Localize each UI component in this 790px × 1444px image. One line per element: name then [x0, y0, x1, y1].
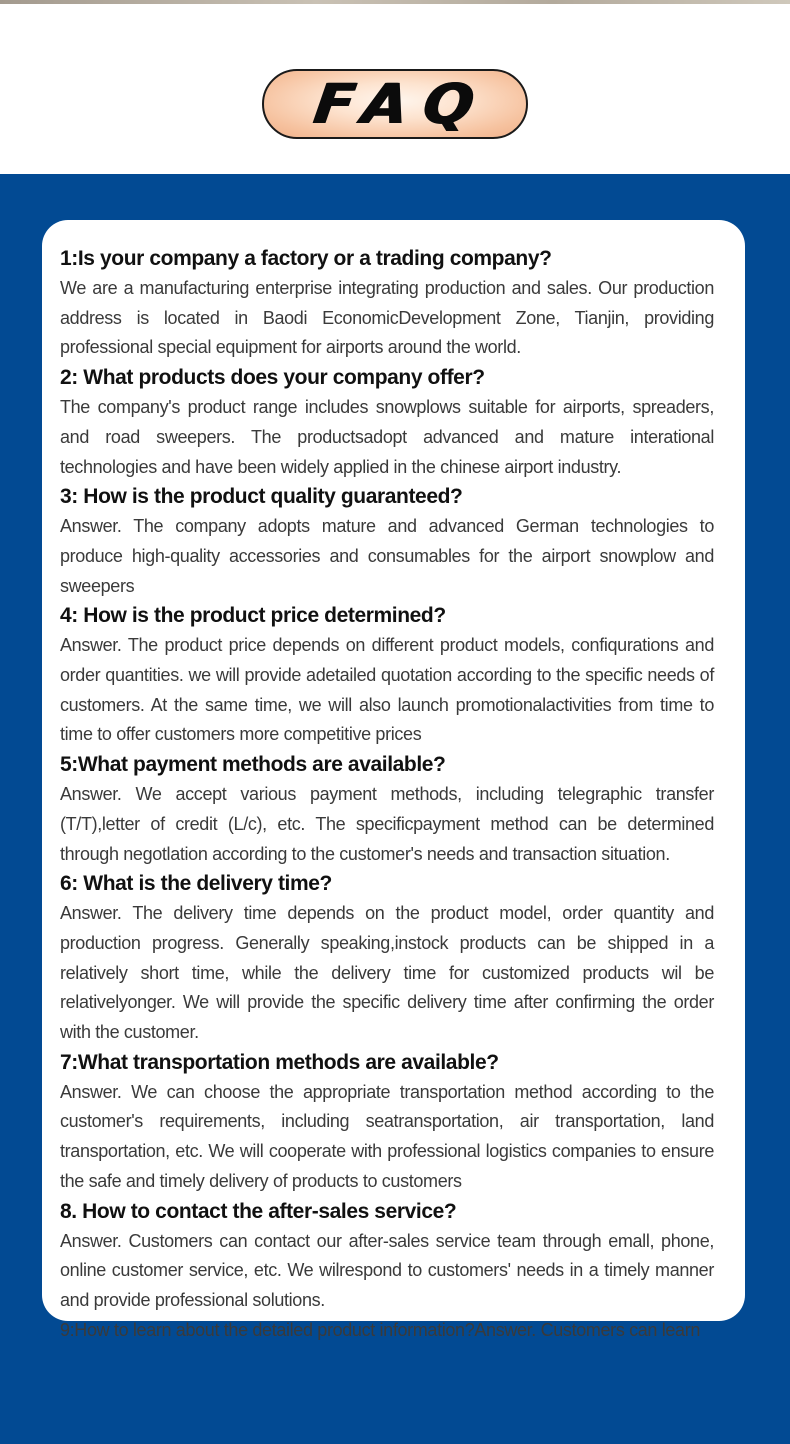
- faq-item: [60, 244, 714, 363]
- faq-answer: Answer. We can choose the appropriate transportation method according to the customer's requirements, including seatransportation, air transportation, land transportation, etc. We will cooperate with professional logistics companies to ensure the safe and timely delivery of products to customers: [60, 1081, 714, 1191]
- faq-answer: We are a manufacturing enterprise integrating production and sales. Our production address is located in Baodi EconomicDevelopment Zone, Tianjin, providing professional special equipment for airports around the world.: [60, 278, 714, 358]
- faq-question: 2: What products does your company offer?: [60, 366, 485, 390]
- faq-question: 3: How is the product quality guaranteed?: [60, 485, 463, 509]
- faq-item: [60, 1048, 714, 1197]
- faq-answer: Answer. The delivery time depends on the product model, order quantity and production progress. Generally speaking,instock products can be shipped in a relatively short time, while the delivery time for customized products wil be relativelyonger. We will provide the specific delivery time after confirming the order with the customer.: [60, 903, 714, 1043]
- faq-answer: Answer. The company adopts mature and advanced German technologies to produce high-quality accessories and consumables for the airport snowplow and sweepers: [60, 516, 714, 596]
- faq-item: [60, 601, 714, 750]
- faq-title-badge: [262, 69, 528, 139]
- faq-item: [60, 1197, 714, 1316]
- faq-question: 4: How is the product price determined?: [60, 604, 446, 628]
- faq-answer: The company's product range includes snowplows suitable for airports, spreaders, and road sweepers. The productsadopt advanced and mature interational technologies and have been widely applied in the chinese airport industry.: [60, 397, 714, 477]
- faq-question: 7:What transportation methods are available?: [60, 1050, 499, 1074]
- faq-question: 5:What payment methods are available?: [60, 753, 446, 777]
- faq-question: 6: What is the delivery time?: [60, 872, 332, 896]
- faq-answer: Answer. The product price depends on different product models, confiqurations and order quantities. we will provide adetailed quotation according to the specific needs of customers. At the same time, we will also launch promotionalactivities from time to time to offer customers more competitive prices: [60, 635, 714, 745]
- faq-item: [60, 750, 714, 869]
- faq-answer: Answer. We accept various payment methods, including telegraphic transfer (T/T),letter of credit (L/c), etc. The specificpayment method can be determined through negotlation according to the customer's needs and transaction situation.: [60, 784, 714, 864]
- page-title: FAQ: [310, 71, 494, 137]
- faq-item: [60, 869, 714, 1048]
- faq-answer: Answer. Customers can contact our after-sales service team through emall, phone, online customer service, etc. We wilrespond to customers' needs in a timely manner and provide professional solutions.: [60, 1230, 714, 1310]
- faq-item: [60, 482, 714, 601]
- faq-card: [42, 220, 745, 1340]
- faq-truncated-item: 9:How to learn about the detailed product information?Answer. Customers can learn: [60, 1319, 701, 1340]
- header-section: [0, 4, 790, 174]
- faq-question: 1:Is your company a factory or a trading company?: [60, 247, 552, 270]
- faq-item: [60, 363, 714, 482]
- faq-question: 8. How to contact the after-sales service?: [60, 1199, 457, 1223]
